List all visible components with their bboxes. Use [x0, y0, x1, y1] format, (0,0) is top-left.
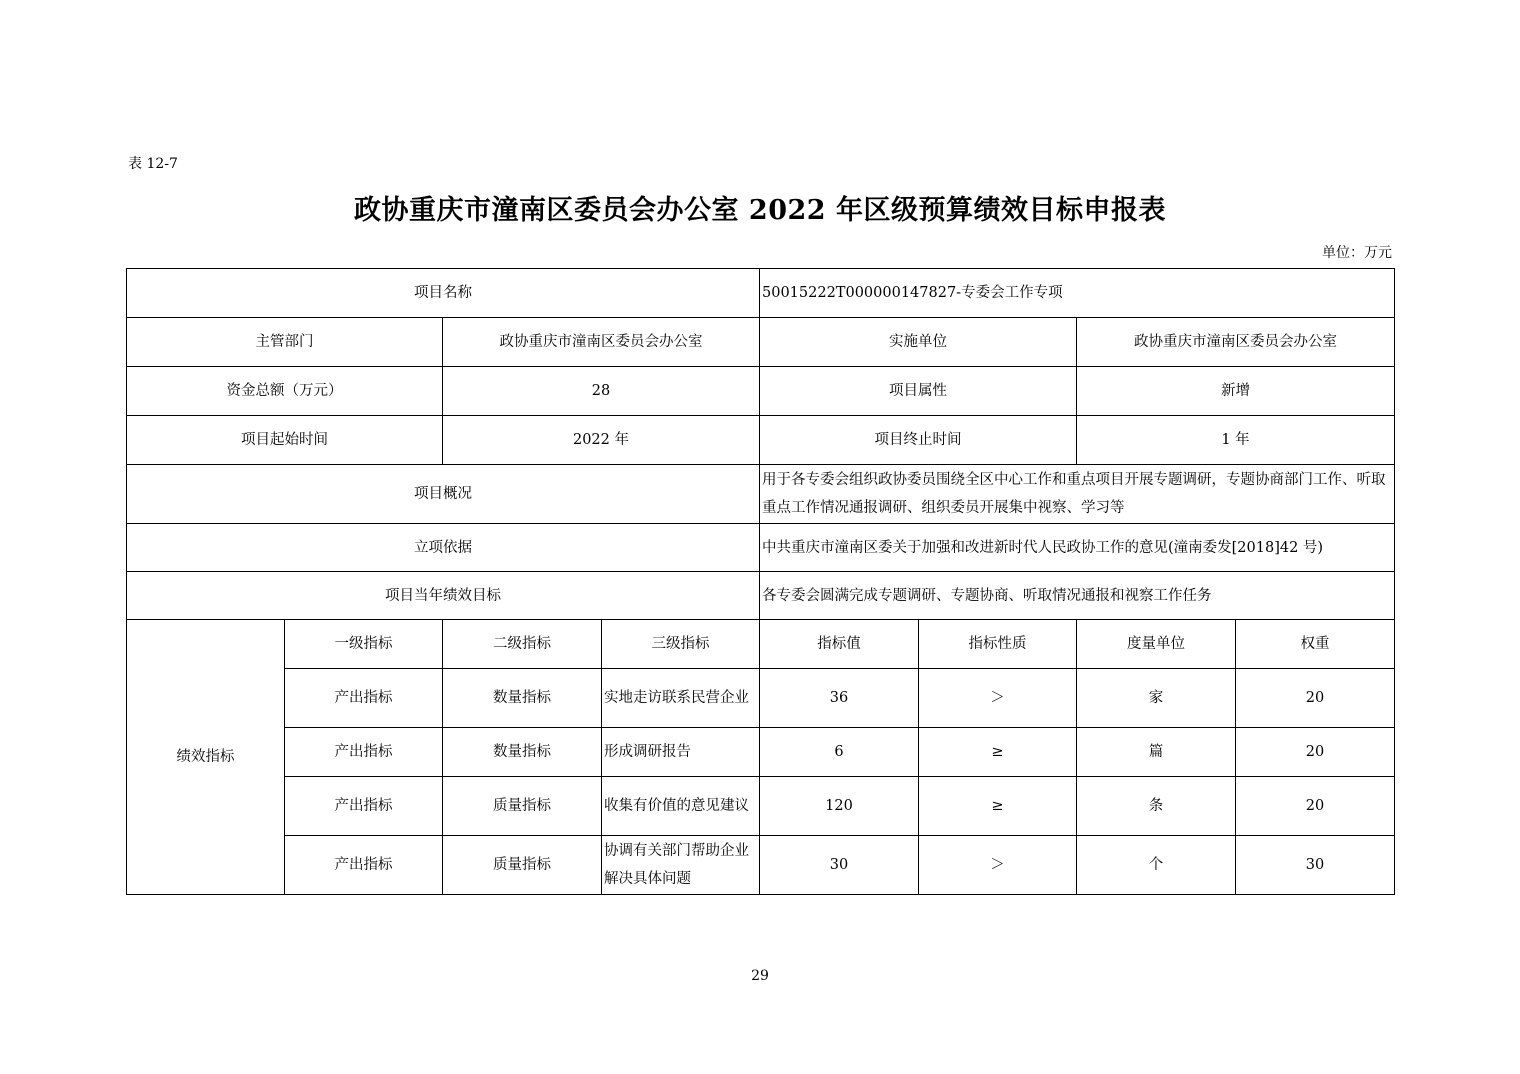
header-level3: 三级指标 — [602, 620, 760, 669]
indicator-level1: 产出指标 — [285, 777, 443, 836]
basis-value: 中共重庆市潼南区委关于加强和改进新时代人民政协工作的意见(潼南委发[2018]42 号) — [760, 524, 1395, 572]
goal-row — [127, 572, 1395, 620]
header-level1: 一级指标 — [285, 620, 443, 669]
indicator-value: 36 — [760, 669, 919, 728]
indicator-unit: 篇 — [1077, 728, 1236, 777]
indicator-nature: ≥ — [919, 728, 1077, 777]
page-number: 29 — [751, 968, 769, 984]
budget-performance-table — [126, 268, 1395, 895]
indicator-row — [127, 777, 1395, 836]
start-value: 2022 年 — [443, 416, 760, 465]
department-row — [127, 318, 1395, 367]
end-value: 1 年 — [1077, 416, 1395, 465]
indicator-nature: ＞ — [919, 669, 1077, 728]
indicator-row — [127, 728, 1395, 777]
indicator-level3: 收集有价值的意见建议 — [602, 777, 760, 836]
indicator-level2: 数量指标 — [443, 669, 602, 728]
project-name-value: 50015222T000000147827-专委会工作专项 — [760, 269, 1395, 318]
indicator-unit: 家 — [1077, 669, 1236, 728]
indicator-unit: 条 — [1077, 777, 1236, 836]
fund-label: 资金总额（万元） — [127, 367, 443, 416]
indicator-section-label: 绩效指标 — [127, 620, 285, 895]
dept-label: 主管部门 — [127, 318, 443, 367]
indicator-value: 30 — [760, 836, 919, 895]
overview-value: 用于各专委会组织政协委员围绕全区中心工作和重点项目开展专题调研，专题协商部门工作、听取重点工作情况通报调研、组织委员开展集中视察、学习等 — [760, 465, 1395, 524]
indicator-level1: 产出指标 — [285, 728, 443, 777]
header-level2: 二级指标 — [443, 620, 602, 669]
indicator-weight: 20 — [1236, 669, 1395, 728]
indicator-level2: 质量指标 — [443, 777, 602, 836]
impl-value: 政协重庆市潼南区委员会办公室 — [1077, 318, 1395, 367]
indicator-nature: ≥ — [919, 777, 1077, 836]
attr-value: 新增 — [1077, 367, 1395, 416]
indicator-unit: 个 — [1077, 836, 1236, 895]
fund-row — [127, 367, 1395, 416]
indicator-weight: 20 — [1236, 728, 1395, 777]
indicator-nature: ＞ — [919, 836, 1077, 895]
fund-value: 28 — [443, 367, 760, 416]
goal-value: 各专委会圆满完成专题调研、专题协商、听取情况通报和视察工作任务 — [760, 572, 1395, 620]
header-unit: 度量单位 — [1077, 620, 1236, 669]
start-label: 项目起始时间 — [127, 416, 443, 465]
attr-label: 项目属性 — [760, 367, 1077, 416]
header-weight: 权重 — [1236, 620, 1395, 669]
indicator-value: 6 — [760, 728, 919, 777]
indicator-row — [127, 669, 1395, 728]
basis-label: 立项依据 — [127, 524, 760, 572]
end-label: 项目终止时间 — [760, 416, 1077, 465]
indicator-level1: 产出指标 — [285, 836, 443, 895]
impl-label: 实施单位 — [760, 318, 1077, 367]
indicator-row — [127, 836, 1395, 895]
indicator-level2: 数量指标 — [443, 728, 602, 777]
basis-row — [127, 524, 1395, 572]
indicator-header-row — [127, 620, 1395, 669]
indicator-weight: 30 — [1236, 836, 1395, 895]
indicator-weight: 20 — [1236, 777, 1395, 836]
indicator-level3: 实地走访联系民营企业 — [602, 669, 760, 728]
project-name-row — [127, 269, 1395, 318]
overview-row — [127, 465, 1395, 524]
dept-value: 政协重庆市潼南区委员会办公室 — [443, 318, 760, 367]
indicator-value: 120 — [760, 777, 919, 836]
table-number-label: 表 12-7 — [128, 156, 178, 172]
indicator-level2: 质量指标 — [443, 836, 602, 895]
indicator-level3: 形成调研报告 — [602, 728, 760, 777]
unit-label: 单位：万元 — [1322, 245, 1392, 261]
header-value: 指标值 — [760, 620, 919, 669]
indicator-level3: 协调有关部门帮助企业解决具体问题 — [602, 836, 760, 895]
document-title: 政协重庆市潼南区委员会办公室 2022 年区级预算绩效目标申报表 — [354, 195, 1166, 226]
project-name-label: 项目名称 — [127, 269, 760, 318]
time-row — [127, 416, 1395, 465]
header-nature: 指标性质 — [919, 620, 1077, 669]
overview-label: 项目概况 — [127, 465, 760, 524]
indicator-level1: 产出指标 — [285, 669, 443, 728]
goal-label: 项目当年绩效目标 — [127, 572, 760, 620]
